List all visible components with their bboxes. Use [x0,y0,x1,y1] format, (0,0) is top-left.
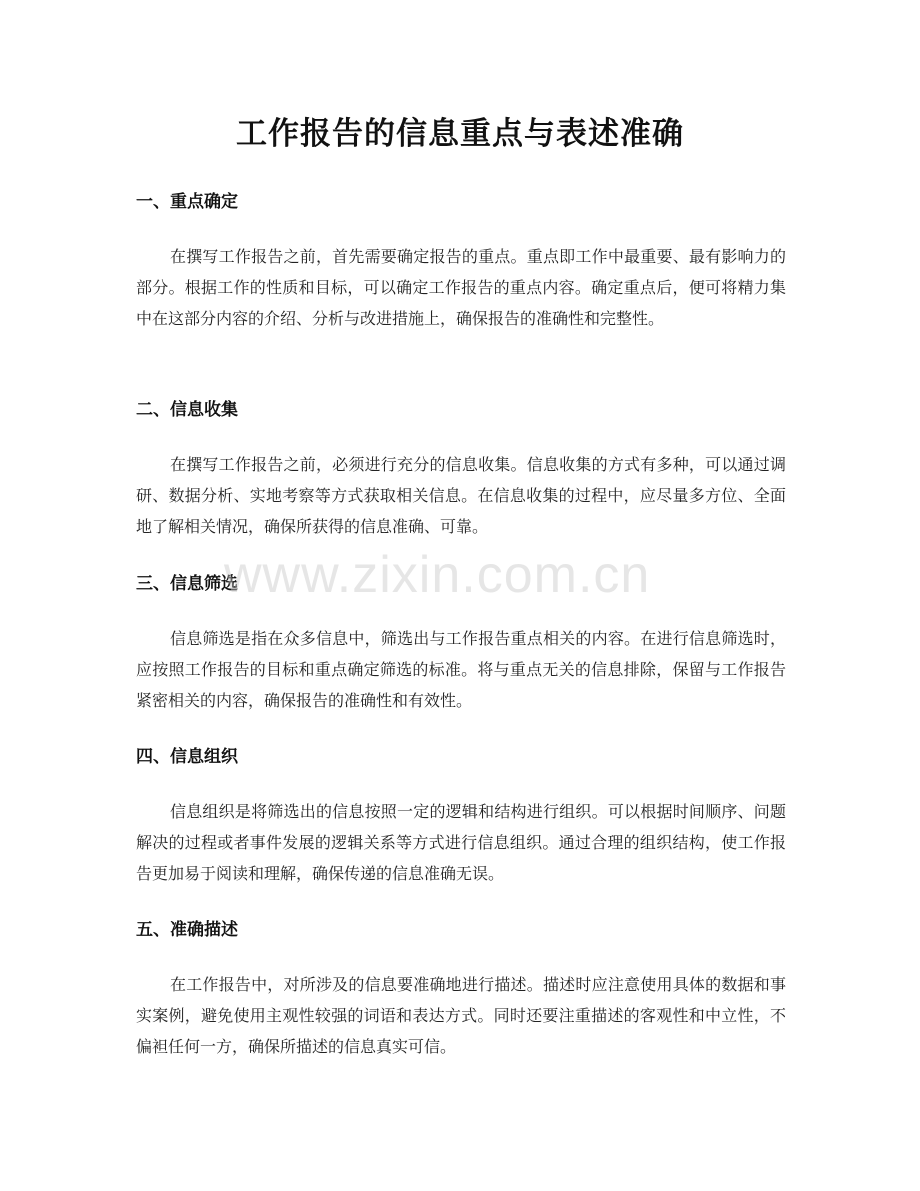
section-information-organization [136,745,786,889]
section-body: 在撰写工作报告之前，必须进行充分的信息收集。信息收集的方式有多种，可以通过调研、数据分析、实地考察等方式获取相关信息。在信息收集的过程中，应尽量多方位、全面地了解相关情况，确保所获得的信息准确、可靠。 [136,455,786,536]
section-body: 信息组织是将筛选出的信息按照一定的逻辑和结构进行组织。可以根据时间顺序、问题解决的过程或者事件发展的逻辑关系等方式进行信息组织。通过合理的组织结构，使工作报告更加易于阅读和理解，确保传递的信息准确无误。 [136,802,786,883]
section-information-filtering [136,572,786,716]
section-heading: 三、信息筛选 [136,574,238,594]
section-accurate-description [136,918,786,1062]
section-body: 信息筛选是指在众多信息中，筛选出与工作报告重点相关的内容。在进行信息筛选时，应按照工作报告的目标和重点确定筛选的标准。将与重点无关的信息排除，保留与工作报告紧密相关的内容，确保报告的准确性和有效性。 [136,629,786,710]
section-information-collection [136,398,786,542]
watermark: www.zixin.com.cn [224,546,651,604]
section-heading: 二、信息收集 [136,400,238,420]
section-body: 在工作报告中，对所涉及的信息要准确地进行描述。描述时应注意使用具体的数据和事实案例，避免使用主观性较强的词语和表达方式。同时还要注重描述的客观性和中立性，不偏袒任何一方，确保所描述的信息真实可信。 [136,975,786,1056]
section-heading: 四、信息组织 [136,747,238,767]
document-title: 工作报告的信息重点与表述准确 [236,116,684,152]
section-heading: 五、准确描述 [136,920,238,940]
section-body: 在撰写工作报告之前，首先需要确定报告的重点。重点即工作中最重要、最有影响力的部分。根据工作的性质和目标，可以确定工作报告的重点内容。确定重点后，便可将精力集中在这部分内容的介绍、分析与改进措施上，确保报告的准确性和完整性。 [136,247,786,328]
section-key-points [136,190,786,334]
section-heading: 一、重点确定 [136,192,238,212]
